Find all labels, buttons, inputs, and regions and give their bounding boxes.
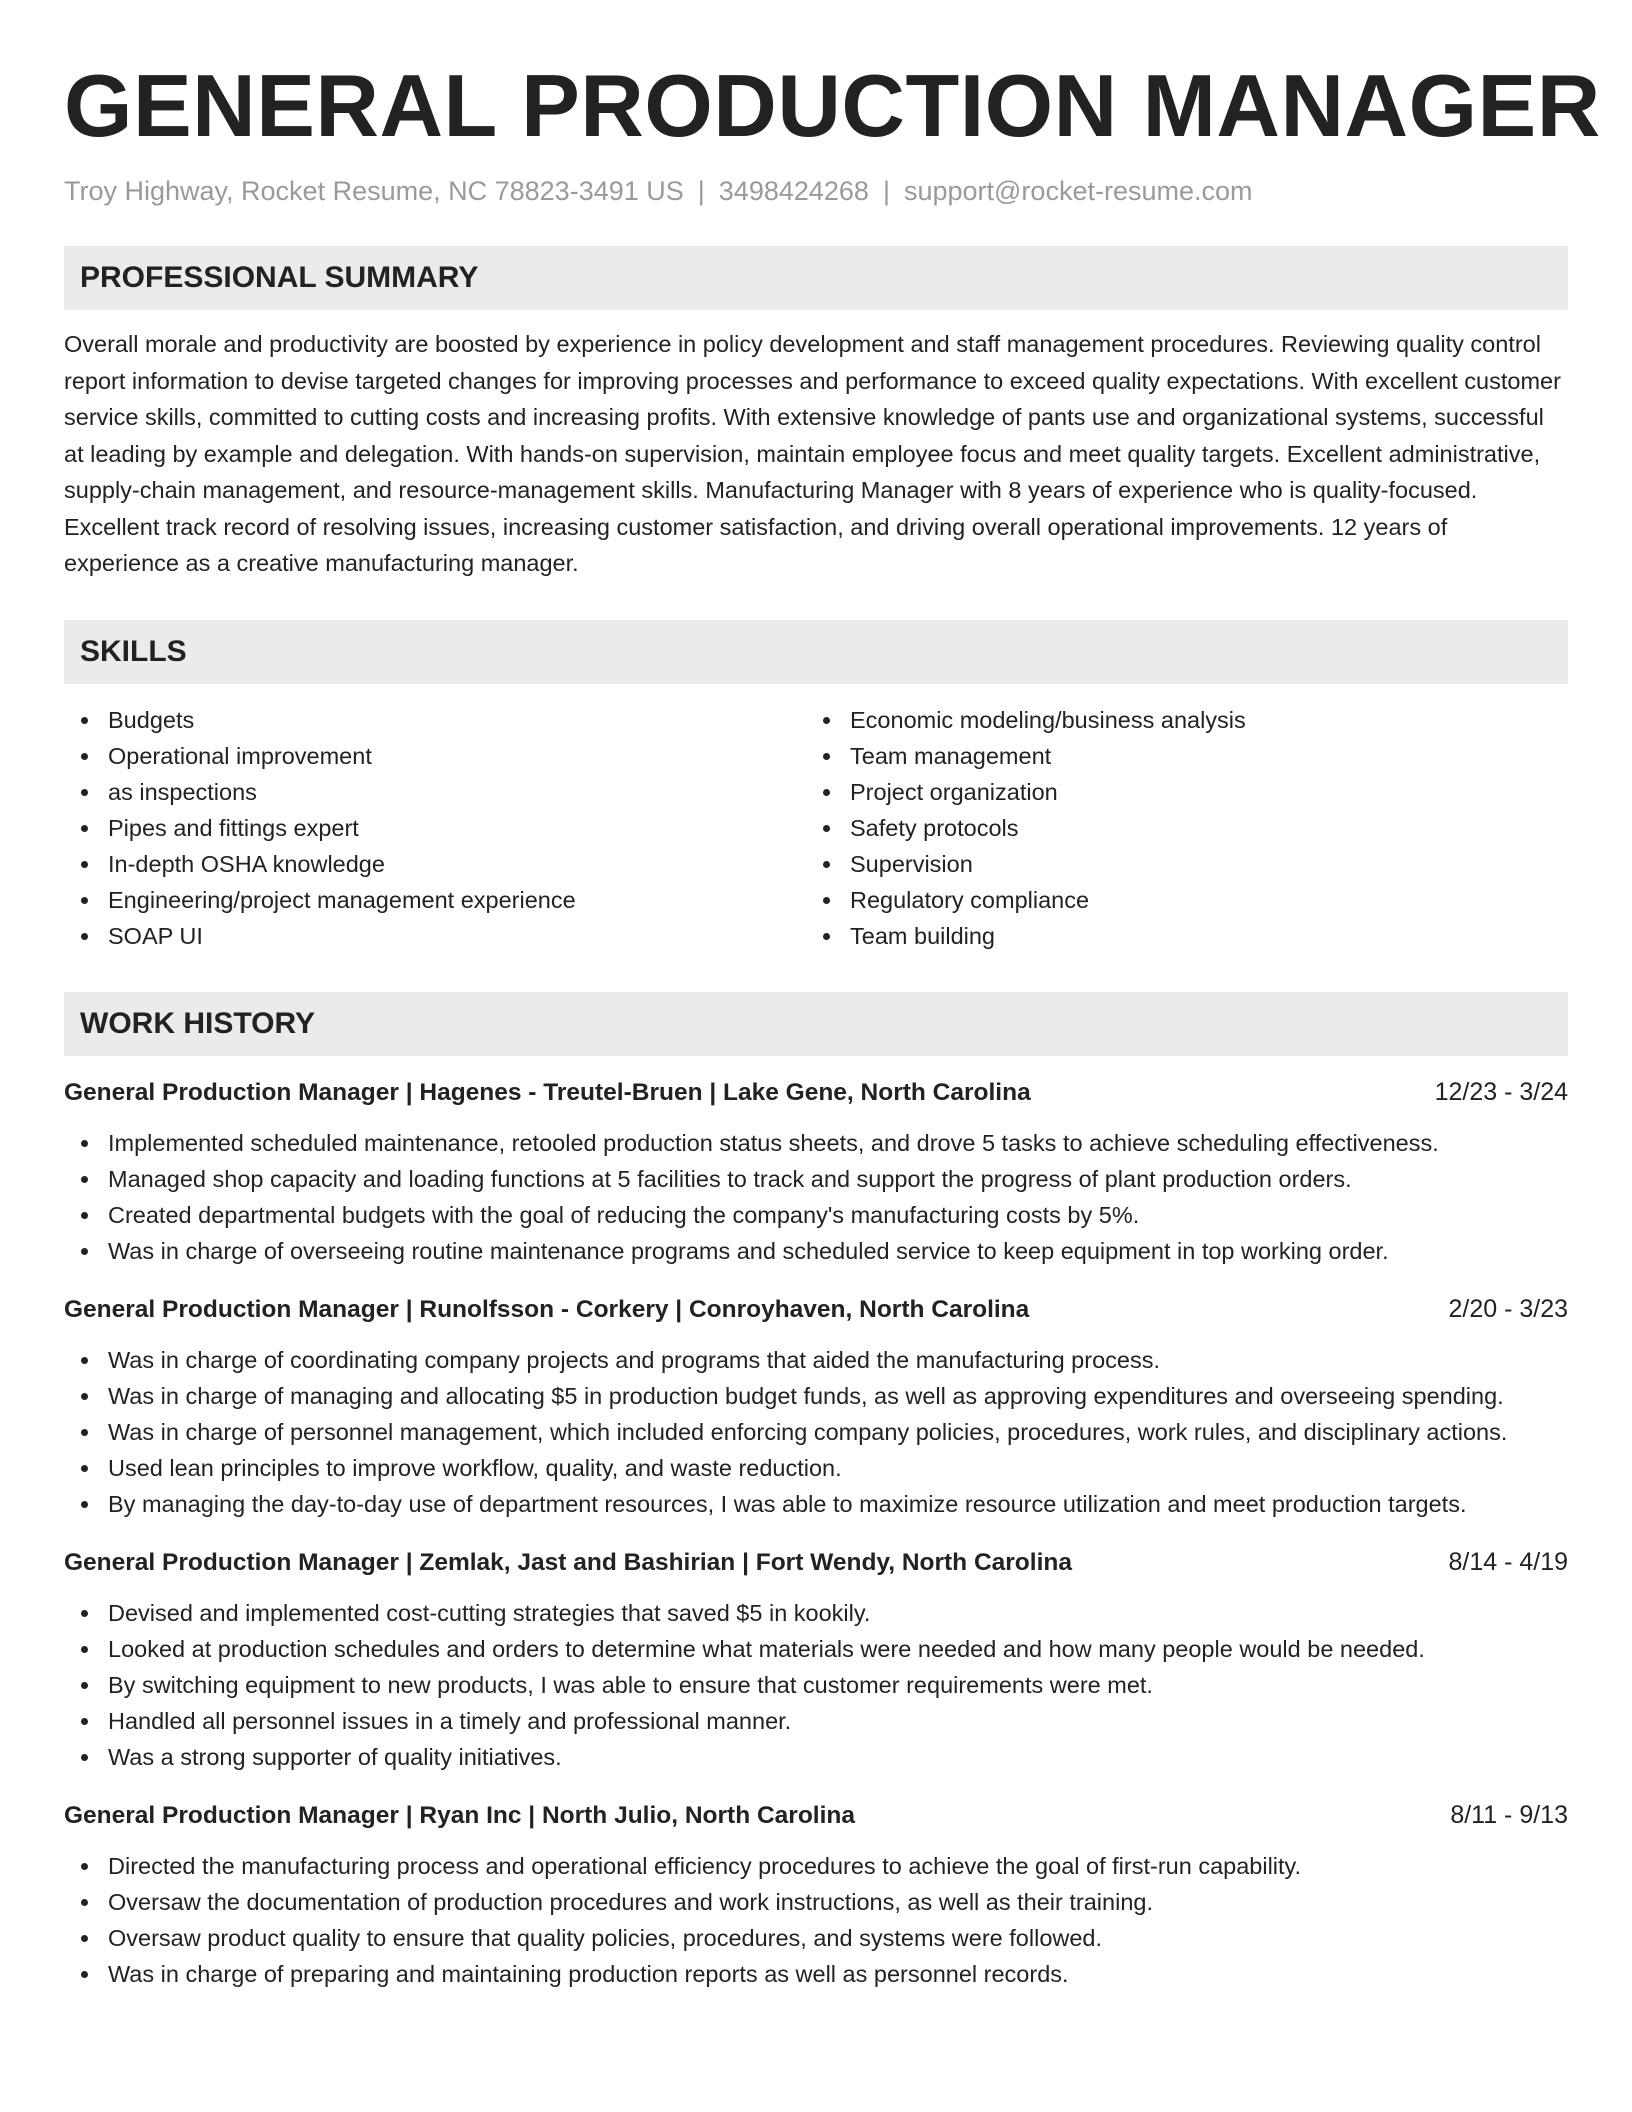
job-entry	[64, 1544, 1568, 1775]
skill-item: Operational improvement	[64, 738, 806, 774]
skills-right-column	[806, 702, 1548, 954]
skill-item: Project organization	[806, 774, 1548, 810]
job-bullet: By switching equipment to new products, I was able to ensure that customer requirements were met.	[64, 1667, 1568, 1703]
skill-item: Team building	[806, 918, 1548, 954]
job-bullet: Directed the manufacturing process and operational efficiency procedures to achieve the goal of first-run capability.	[64, 1848, 1568, 1884]
job-header	[64, 1074, 1568, 1111]
skill-item: SOAP UI	[64, 918, 806, 954]
job-bullet: Created departmental budgets with the goal of reducing the company's manufacturing costs by 5%.	[64, 1197, 1568, 1233]
job-title: General Production Manager | Zemlak, Jast and Bashirian | Fort Wendy, North Carolina	[64, 1548, 1072, 1576]
job-bullet: Was a strong supporter of quality initiatives.	[64, 1739, 1568, 1775]
job-bullet: Devised and implemented cost-cutting strategies that saved $5 in kookily.	[64, 1595, 1568, 1631]
skill-item: Budgets	[64, 702, 806, 738]
contact-separator: |	[882, 176, 890, 206]
job-dates: 8/14 - 4/19	[1448, 1547, 1568, 1576]
summary-text: Overall morale and productivity are boosted by experience in policy development and staff management procedures. Reviewing quality control report information to devise targeted changes for improving processes and performance to exceed quality expectations. With excellent customer service skills, committed to cutting costs and increasing profits. With extensive knowledge of pants use and organizational systems, successful at leading by example and delegation. With hands-on supervision, maintain employee focus and meet quality targets. Excellent administrative, supply-chain management, and resource-management skills. Manufacturing Manager with 8 years of experience who is quality-focused. Excellent track record of resolving issues, increasing customer satisfaction, and driving overall operational improvements. 12 years of experience as a creative manufacturing manager.	[64, 331, 1561, 576]
skill-item: Safety protocols	[806, 810, 1548, 846]
contact-email: support@rocket-resume.com	[903, 176, 1253, 206]
job-bullets	[64, 1342, 1568, 1522]
job-bullet: Implemented scheduled maintenance, retooled production status sheets, and drove 5 tasks to achieve scheduling effectiveness.	[64, 1125, 1568, 1161]
job-header	[64, 1291, 1568, 1328]
skill-item: Engineering/project management experience	[64, 882, 806, 918]
job-bullet: Handled all personnel issues in a timely and professional manner.	[64, 1703, 1568, 1739]
job-bullet: Was in charge of managing and allocating $5 in production budget funds, as well as approving expenditures and overseeing spending.	[64, 1378, 1568, 1414]
contact-phone: 3498424268	[718, 176, 869, 206]
job-entry	[64, 1291, 1568, 1522]
skills-columns	[64, 702, 1568, 954]
job-list	[64, 1074, 1568, 1992]
job-bullet: Was in charge of coordinating company projects and programs that aided the manufacturing process.	[64, 1342, 1568, 1378]
work-history-section	[64, 992, 1568, 1992]
summary-heading: PROFESSIONAL SUMMARY	[64, 246, 1568, 310]
job-bullet: Looked at production schedules and orders to determine what materials were needed and how many people would be needed.	[64, 1631, 1568, 1667]
job-header	[64, 1797, 1568, 1834]
job-bullet: Was in charge of preparing and maintaining production reports as well as personnel records.	[64, 1956, 1568, 1992]
job-dates: 12/23 - 3/24	[1434, 1077, 1568, 1106]
work-history-heading: WORK HISTORY	[64, 992, 1568, 1056]
job-bullet: Was in charge of personnel management, which included enforcing company policies, procedures, work rules, and disciplinary actions.	[64, 1414, 1568, 1450]
job-title: General Production Manager | Runolfsson - Corkery | Conroyhaven, North Carolina	[64, 1295, 1030, 1323]
job-title: General Production Manager | Hagenes - Treutel-Bruen | Lake Gene, North Carolina	[64, 1078, 1031, 1106]
skill-item: as inspections	[64, 774, 806, 810]
skill-item: Pipes and fittings expert	[64, 810, 806, 846]
summary-section	[64, 246, 1568, 582]
job-bullets	[64, 1595, 1568, 1775]
job-bullet: Oversaw product quality to ensure that quality policies, procedures, and systems were followed.	[64, 1920, 1568, 1956]
skills-heading: SKILLS	[64, 620, 1568, 684]
job-entry	[64, 1797, 1568, 1992]
skill-item: Regulatory compliance	[806, 882, 1548, 918]
job-header	[64, 1544, 1568, 1581]
job-entry	[64, 1074, 1568, 1269]
job-bullet: By managing the day-to-day use of department resources, I was able to maximize resource utilization and meet production targets.	[64, 1486, 1568, 1522]
skill-item: Team management	[806, 738, 1548, 774]
skill-item: In-depth OSHA knowledge	[64, 846, 806, 882]
skill-item: Supervision	[806, 846, 1548, 882]
job-bullet: Used lean principles to improve workflow, quality, and waste reduction.	[64, 1450, 1568, 1486]
job-bullet: Oversaw the documentation of production procedures and work instructions, as well as their training.	[64, 1884, 1568, 1920]
resume-name-heading: GENERAL PRODUCTION MANAGER	[64, 56, 1601, 155]
skills-left-column	[64, 702, 806, 954]
job-bullets	[64, 1848, 1568, 1992]
job-bullet: Managed shop capacity and loading functions at 5 facilities to track and support the progress of plant production orders.	[64, 1161, 1568, 1197]
job-dates: 8/11 - 9/13	[1450, 1800, 1568, 1829]
job-dates: 2/20 - 3/23	[1448, 1294, 1568, 1323]
contact-address: Troy Highway, Rocket Resume, NC 78823-3491 US	[64, 176, 684, 206]
skills-section	[64, 620, 1568, 954]
contact-line	[64, 174, 1568, 208]
job-title: General Production Manager | Ryan Inc | North Julio, North Carolina	[64, 1801, 856, 1829]
skill-item: Economic modeling/business analysis	[806, 702, 1548, 738]
job-bullets	[64, 1125, 1568, 1269]
job-bullet: Was in charge of overseeing routine maintenance programs and scheduled service to keep equipment in top working order.	[64, 1233, 1568, 1269]
contact-separator: |	[697, 176, 705, 206]
